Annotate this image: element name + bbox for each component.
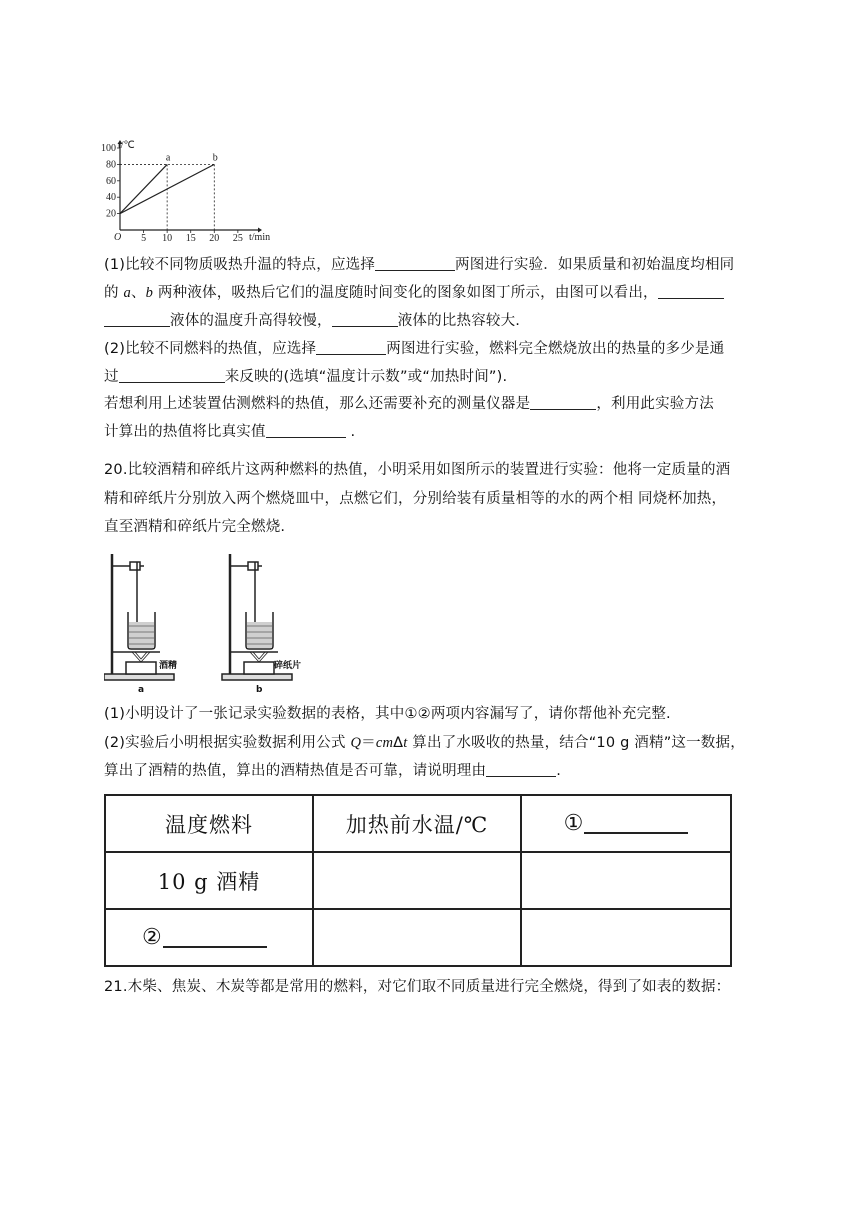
q19-var-b: b [145,285,154,301]
chart-series [120,152,218,213]
formula-t: t [403,735,408,751]
q20-line3: 直至酒精和碎纸片完全燃烧. [104,519,286,535]
table-cell-empty[interactable] [313,909,521,966]
table-cell-alcohol: 10 g 酒精 [105,852,313,909]
q19-text: 、 [130,285,146,301]
answer-blank[interactable] [119,367,225,383]
q20-line2: 精和碎纸片分别放入两个燃烧皿中，点燃它们，分别给装有质量相等的水的两个相 同烧杯加热， [104,491,727,507]
formula-cm: cm [375,735,394,751]
table-cell-empty[interactable] [521,852,731,909]
q20-text: 算出了水吸收的热量，结合“10 g 酒精”这一数据， [407,735,745,751]
q19-part2-line2 [104,366,758,388]
q20-sub2-line2 [104,760,758,782]
answer-blank[interactable] [375,255,455,271]
q19-text: 两图进行实验，燃料完全燃烧放出的热量的多少是通 [386,341,725,357]
y-tick-label: 20 [106,208,116,220]
q19-part2-line1 [104,338,758,360]
q19-text: 液体的温度升高得较慢， [170,313,332,329]
q19-text: 的 [104,285,124,301]
q20-line1: 20.比较酒精和碎纸片这两种燃料的热值，小明采用如图所示的装置进行实验：他将一定质量的酒 [104,462,731,478]
x-tick-label: 25 [232,233,243,244]
q19-text: 来反映的(选填“温度计示数”或“加热时间”). [224,369,508,385]
y-tick-label: 80 [106,159,116,171]
chart-tick-labels [101,143,243,244]
chart-y-axis-label: t/℃ [118,140,135,151]
answer-blank[interactable] [104,311,170,327]
series-label-b: b [212,152,218,164]
table-answer-blank[interactable] [163,926,267,948]
table-answer-blank[interactable] [584,812,688,834]
q19-part1-line1 [104,254,758,276]
q19-text: (2)比较不同燃料的热值，应选择 [104,341,317,357]
answer-blank[interactable] [266,422,346,438]
q20-text: . [556,763,562,779]
label-paper: 碎纸片 [274,661,302,671]
y-tick-label: 60 [106,175,116,187]
chart-guides [120,164,214,230]
q19-part3-line2 [104,421,758,443]
q20-sub2-line1 [104,732,758,754]
apparatus-figure [104,548,304,696]
chart-x-axis-label: t/min [249,232,271,243]
table-cell-blank2[interactable] [105,909,313,966]
table-cell-header-fuel: 温度燃料 [105,795,313,852]
table-row [105,852,731,909]
q19-text: 液体的比热容较大. [397,313,521,329]
q19-text: (1)比较不同物质吸热升温的特点，应选择 [104,257,376,273]
caption-a: a [138,685,145,695]
formula-q: Q [350,735,362,751]
table-row [105,909,731,966]
x-tick-label: 15 [185,233,196,244]
answer-blank[interactable] [332,311,398,327]
q20-text: 算出了酒精的热值，算出的酒精热值是否可靠，请说明理由 [104,763,487,779]
y-tick-label: 40 [106,192,116,204]
data-table [104,794,732,967]
formula-delta: Δ [393,735,404,751]
chart-origin-label: O [114,232,122,243]
q19-text: 若想利用上述装置估测燃料的热值，那么还需要补充的测量仪器是 [104,396,531,412]
q19-part3-line1 [104,393,758,415]
q19-var-a: a [123,285,131,301]
series-label-a: a [165,152,171,164]
q19-text: 过 [104,369,119,385]
y-tick-label: 100 [101,143,116,154]
label-alcohol: 酒精 [159,661,178,671]
q20-sub1: (1)小明设计了一张记录实验数据的表格，其中①②两项内容漏写了，请你帮他补充完整. [104,706,671,722]
mark-circled-2: ② [142,925,163,950]
q19-text: 两图进行实验．如果质量和初始温度均相同 [455,257,735,273]
q19-part1-line3 [104,310,758,332]
answer-blank[interactable] [486,761,556,777]
q21-line1: 21.木柴、焦炭、木炭等都是常用的燃料，对它们取不同质量进行完全燃烧，得到了如表的数据： [104,979,731,995]
q19-text: 两种液体，吸热后它们的温度随时间变化的图象如图丁所示，由图可以看出， [153,285,658,301]
x-tick-label: 10 [162,233,173,244]
q19-text: 计算出的热值将比真实值 [104,424,266,440]
q19-text: . [345,424,356,440]
x-tick-label: 5 [141,233,147,244]
answer-blank[interactable] [316,339,386,355]
temperature-time-chart [100,138,275,246]
answer-blank[interactable] [658,283,724,299]
table-cell-header-blank1[interactable] [521,795,731,852]
series-line-a [120,164,167,213]
q20-text: (2)实验后小明根据实验数据利用公式 [104,735,351,751]
table-header-row [105,795,731,852]
formula-eq: ＝ [361,735,376,751]
caption-b: b [256,685,263,695]
mark-circled-1: ① [563,811,585,836]
chart-axes [117,140,262,233]
q19-part1-line2 [104,282,758,304]
table-cell-empty[interactable] [313,852,521,909]
q19-text: ，利用此实验方法 [596,396,714,412]
table-cell-header-temp: 加热前水温/℃ [313,795,521,852]
x-tick-label: 20 [209,233,220,244]
table-cell-empty[interactable] [521,909,731,966]
answer-blank[interactable] [530,394,596,410]
